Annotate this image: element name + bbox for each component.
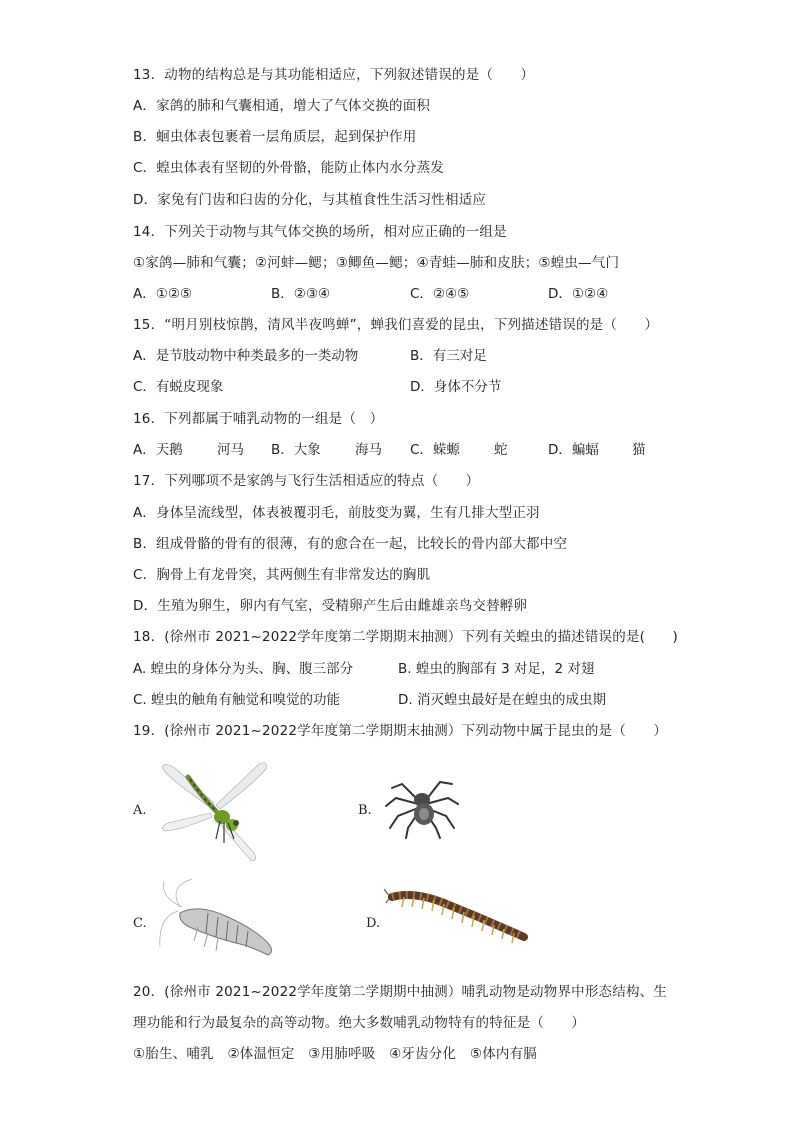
q15-stem: 15．“明月别枝惊鹊，清风半夜鸣蝉”，蝉我们喜爱的昆虫，下列描述错误的是（ ） <box>133 317 659 333</box>
q20-items: ①胎生、哺乳 ②体温恒定 ③用肺呼吸 ④牙齿分化 ⑤体内有膈 <box>133 1046 538 1062</box>
q13-stem: 13．动物的结构总是与其功能相适应，下列叙述错误的是（ ） <box>133 67 535 83</box>
q19-option-c-label: C. <box>133 916 147 931</box>
q16-option-d-2: 猫 <box>632 442 646 458</box>
q14-items: ①家鸽—肺和气囊；②河蚌—鳃；③鲫鱼—鳃；④青蛙—肺和皮肤；⑤蝗虫—气门 <box>133 255 620 271</box>
q17-stem: 17．下列哪项不是家鸽与飞行生活相适应的特点（ ） <box>133 473 480 489</box>
q16-option-c-2: 蛇 <box>494 442 508 458</box>
q13-option-a: A．家鸽的肺和气囊相通，增大了气体交换的面积 <box>133 98 431 114</box>
q14-option-d: D．①②④ <box>548 286 609 302</box>
q15-option-b: B．有三对足 <box>410 348 487 364</box>
q17-option-c: C．胸骨上有龙骨突，其两侧生有非常发达的胸肌 <box>133 567 431 583</box>
q15-option-c: C．有蜕皮现象 <box>133 379 224 395</box>
q17-option-a: A．身体呈流线型，体表被覆羽毛，前肢变为翼，生有几排大型正羽 <box>133 505 540 521</box>
q14-option-b: B．②③④ <box>271 286 331 302</box>
q16-option-d-1: D．蝙蝠 <box>548 442 599 458</box>
q14-stem: 14．下列关于动物与其气体交换的场所，相对应正确的一组是 <box>133 224 507 240</box>
q14-option-a: A．①②⑤ <box>133 286 193 302</box>
q18-option-c: C. 蝗虫的触角有触觉和嗅觉的功能 <box>133 692 341 708</box>
q19-option-a-label: A. <box>133 803 147 818</box>
q17-option-d: D．生殖为卵生，卵内有气室，受精卵产生后由雌雄亲鸟交替孵卵 <box>133 598 528 614</box>
q13-option-b: B．蛔虫体表包裹着一层角质层，起到保护作用 <box>133 129 417 145</box>
q20-stem-line-2: 理功能和行为最复杂的高等动物。绝大多数哺乳动物特有的特征是（ ） <box>133 1015 586 1031</box>
q16-option-b-1: B．大象 <box>271 442 321 458</box>
q13-option-d: D．家兔有门齿和臼齿的分化，与其植食性生活习性相适应 <box>133 192 487 208</box>
q18-option-a: A. 蝗虫的身体分为头、胸、腹三部分 <box>133 661 354 677</box>
q16-option-a-2: 河马 <box>217 442 244 458</box>
q15-option-d: D．身体不分节 <box>410 379 502 395</box>
q16-option-b-2: 海马 <box>355 442 382 458</box>
dragonfly-image <box>158 757 270 865</box>
q17-option-b: B．组成骨骼的骨有的很薄，有的愈合在一起，比较长的骨内部大都中空 <box>133 536 568 552</box>
spider-image <box>382 770 462 842</box>
q19-option-d-label: D. <box>366 916 381 931</box>
centipede-image <box>384 885 534 947</box>
q15-option-a: A．是节肢动物中种类最多的一类动物 <box>133 348 359 364</box>
q16-stem: 16．下列都属于哺乳动物的一组是（ ） <box>133 411 384 427</box>
q19-stem: 19．(徐州市 2021~2022学年度第二学期期末抽测）下列动物中属于昆虫的是（ ） <box>133 723 668 739</box>
q18-stem: 18．(徐州市 2021~2022学年度第二学期期末抽测）下列有关蝗虫的描述错误的是( ) <box>133 629 678 645</box>
q19-option-b-label: B. <box>358 803 372 818</box>
q18-option-b: B. 蝗虫的胸部有 3 对足，2 对翅 <box>398 661 595 677</box>
q14-option-c: C．②④⑤ <box>410 286 470 302</box>
q16-option-c-1: C．蝾螈 <box>410 442 460 458</box>
q18-option-d: D. 消灭蝗虫最好是在蝗虫的成虫期 <box>398 692 606 708</box>
shrimp-image <box>158 877 280 959</box>
q20-stem-line-1: 20．(徐州市 2021~2022学年度第二学期期中抽测）哺乳动物是动物界中形态结构、生 <box>133 984 668 1000</box>
q16-option-a-1: A．天鹅 <box>133 442 183 458</box>
q13-option-c: C．蝗虫体表有坚韧的外骨骼，能防止体内水分蒸发 <box>133 160 445 176</box>
